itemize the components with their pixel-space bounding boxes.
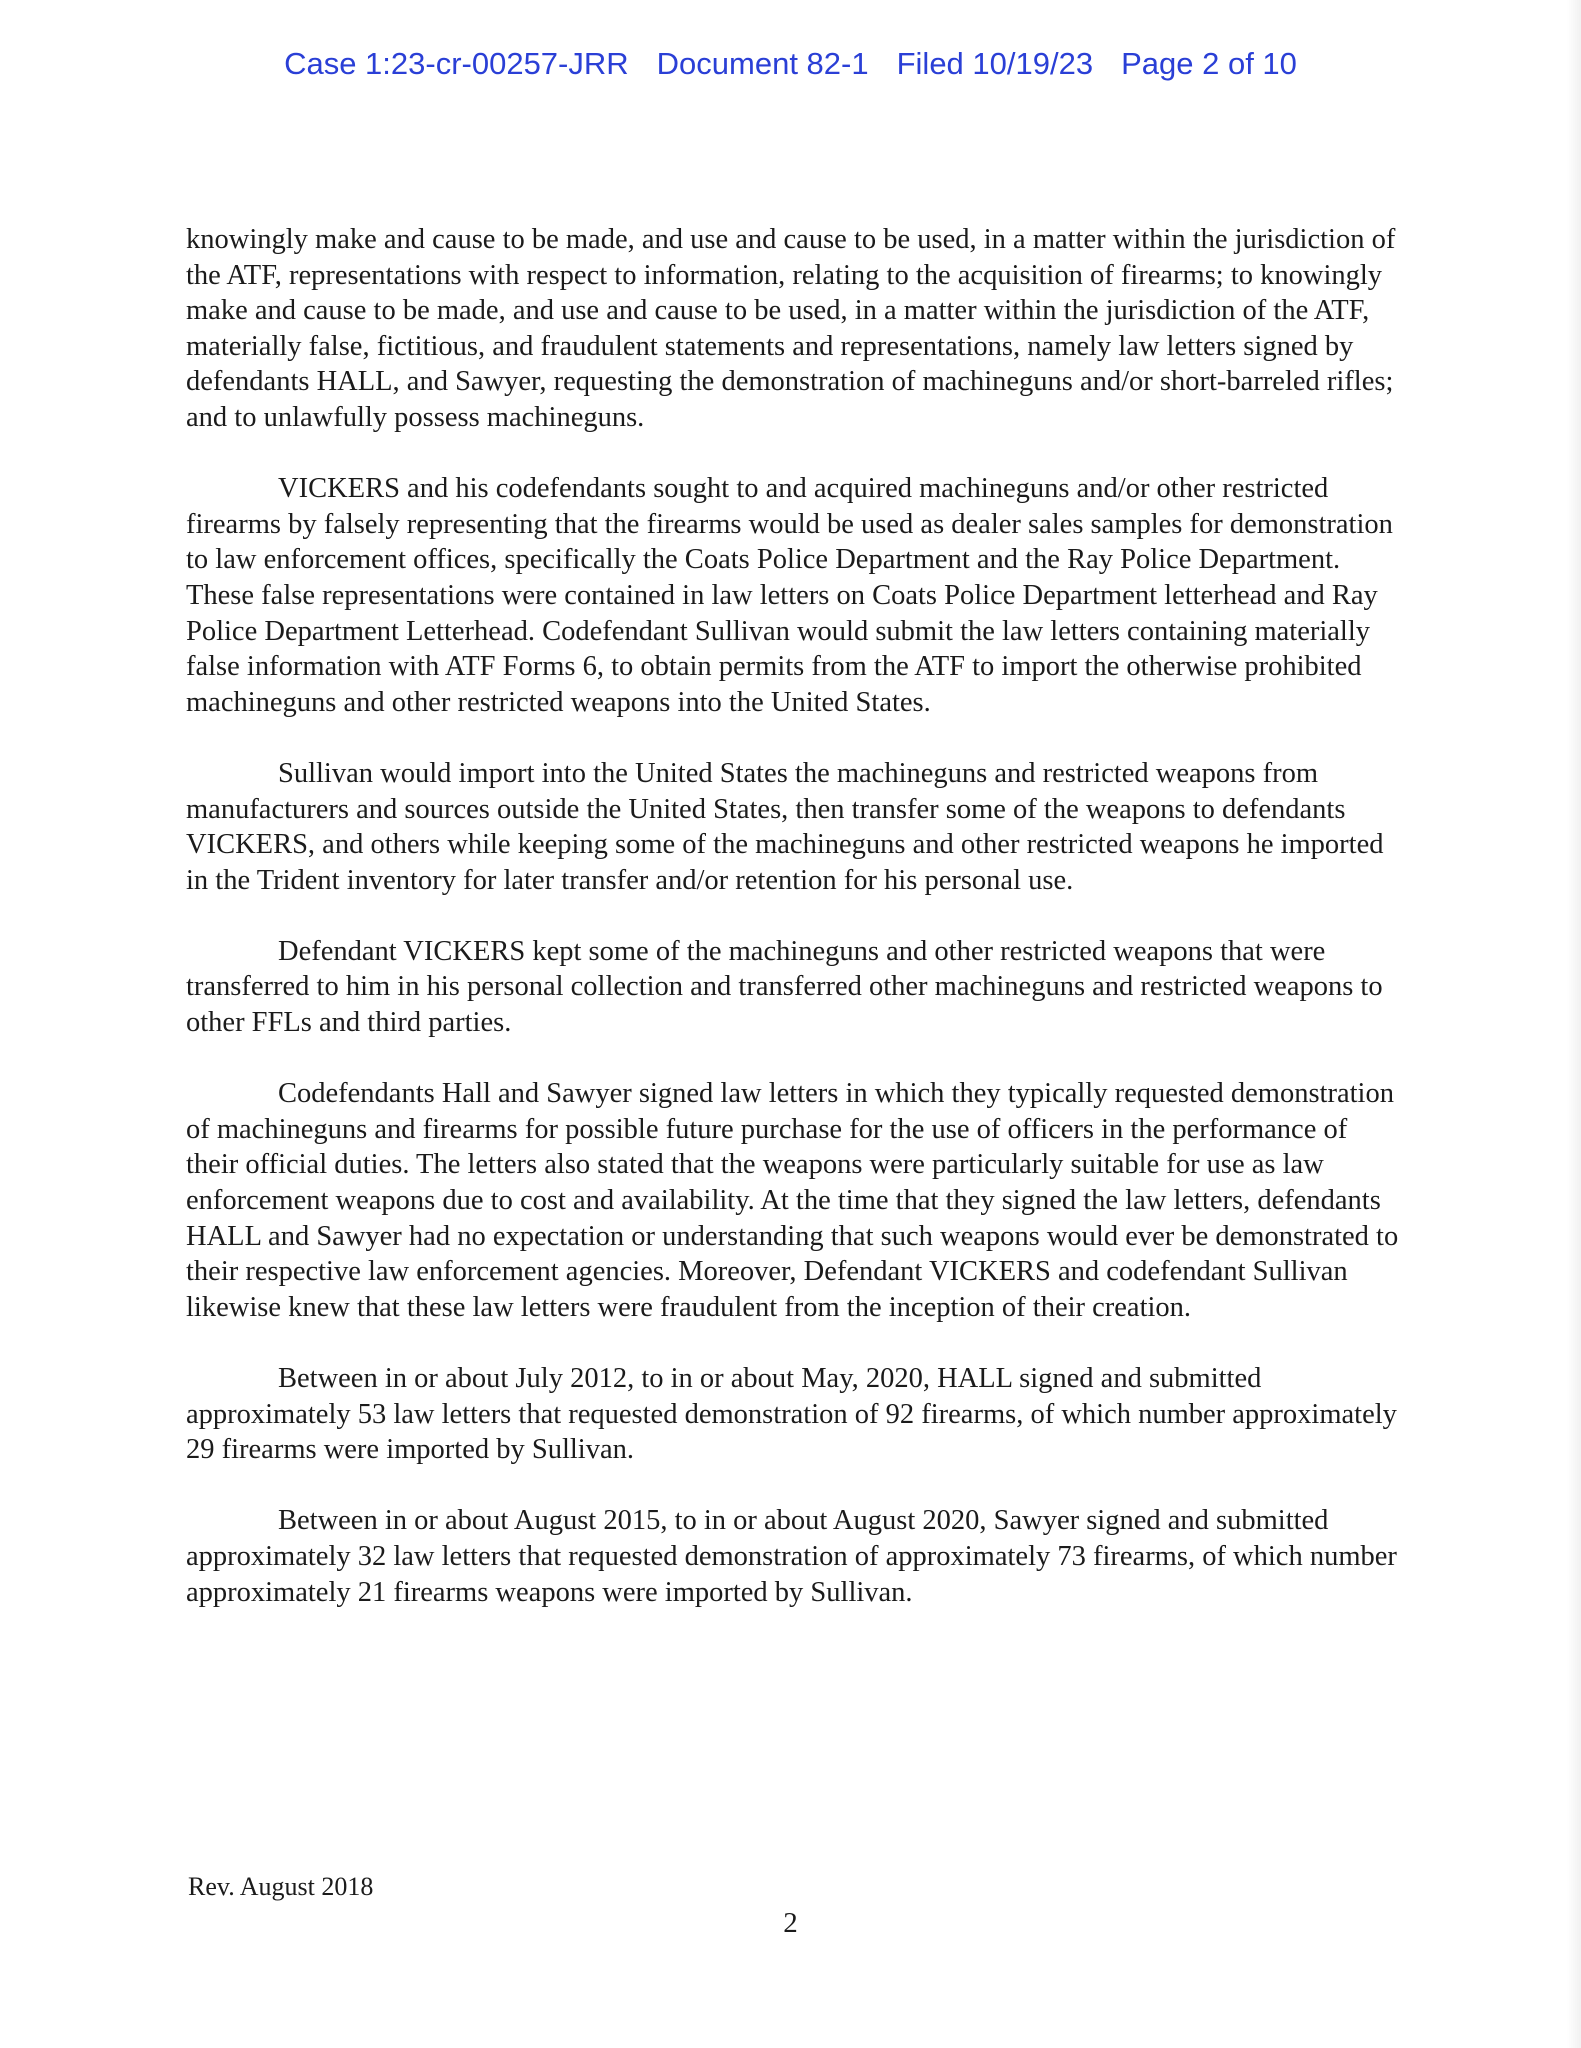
revision-note: Rev. August 2018	[188, 1872, 374, 1901]
paragraph-sawyer-letters: Between in or about August 2015, to in or about August 2020, Sawyer signed and submitted approximately 32 law letters that requested demonstration of approximately 73 firearms, of which number approximately 21 firearms weapons were imported by Sullivan.	[186, 1505, 1397, 1608]
filed-date: Filed 10/19/23	[896, 46, 1094, 81]
paragraph-continuation: knowingly make and cause to be made, and use and cause to be used, in a matter within the jurisdiction of the ATF, representations with respect to information, relating to the acquisition of firearms; to knowingly make and cause to be made, and use and cause to be used, in a matter within the jurisdiction of the ATF, materially false, fictitious, and fraudulent statements and representations, namely law letters signed by defendants HALL, and Sawyer, requesting the demonstration of machineguns and/or short-barreled rifles; and to unlawfully possess machineguns.	[186, 224, 1396, 433]
scan-edge-shadow	[1567, 0, 1581, 2048]
document-number: Document 82-1	[656, 46, 869, 81]
paragraph-vickers-collection: Defendant VICKERS kept some of the machineguns and other restricted weapons that were transferred to him in his personal collection and transferred other machineguns and restricted weapons to other FFLs and third parties.	[186, 935, 1383, 1039]
paragraph-law-letters: Codefendants Hall and Sawyer signed law letters in which they typically requested demonstration of machineguns and firearms for possible future purchase for the use of officers in the performance of their official duties. The letters also stated that the weapons were particularly suitable for use as law enforcement weapons due to cost and availability. At the time that they signed the law letters, defendants HALL and Sawyer had no expectation or understanding that such weapons would ever be demonstrated to their respective law enforcement agencies. Moreover, Defendant VICKERS and codefendant Sullivan likewise knew that these law letters were fraudulent from the inception of their creation.	[186, 1078, 1399, 1323]
paragraph-vickers-scheme: VICKERS and his codefendants sought to and acquired machineguns and/or other restricted firearms by falsely representing that the firearms would be used as dealer sales samples for demonstration to law enforcement offices, specifically the Coats Police Department and the Ray Police Department. These false representations were contained in law letters on Coats Police Department letterhead and Ray Police Department Letterhead. Codefendant Sullivan would submit the law letters containing materially false information with ATF Forms 6, to obtain permits from the ATF to import the otherwise prohibited machineguns and other restricted weapons into the United States.	[186, 473, 1393, 718]
case-number: Case 1:23-cr-00257-JRR	[284, 46, 629, 81]
paragraph-hall-letters: Between in or about July 2012, to in or about May, 2020, HALL signed and submitted approximately 53 law letters that requested demonstration of 92 firearms, of which number approximately 29 firearms were imported by Sullivan.	[186, 1363, 1397, 1466]
page-number: 2	[783, 1907, 798, 1939]
ecf-filing-header	[0, 46, 1581, 82]
paragraph-sullivan-import: Sullivan would import into the United States the machineguns and restricted weapons from manufacturers and sources outside the United States, then transfer some of the weapons to defendants VICKERS, and others while keeping some of the machineguns and other restricted weapons he imported in the Trident inventory for later transfer and/or retention for his personal use.	[186, 757, 1384, 896]
document-body	[186, 222, 1406, 1646]
page-count: Page 2 of 10	[1121, 46, 1297, 81]
